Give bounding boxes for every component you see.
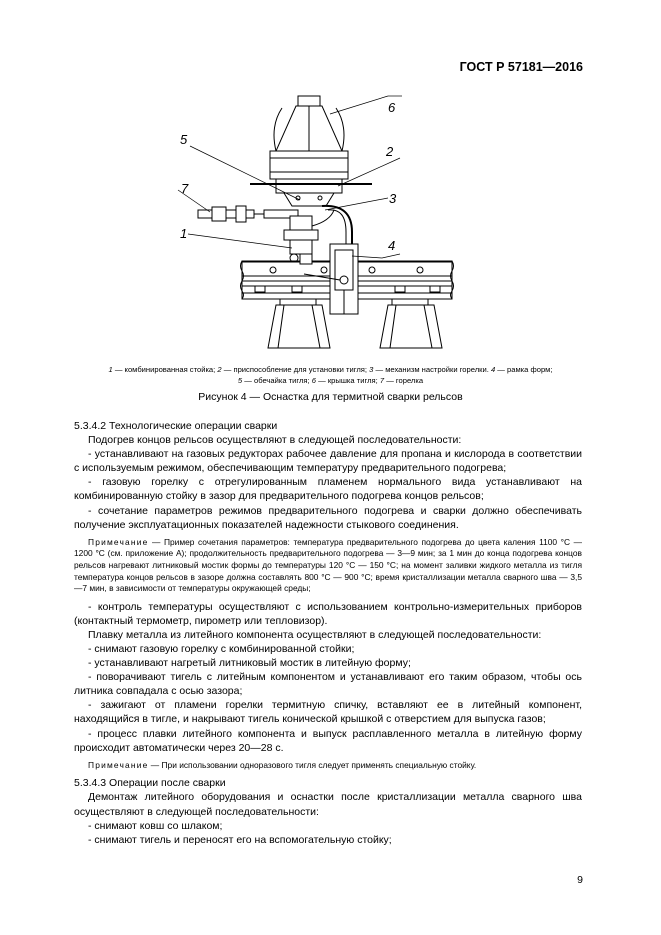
legend-item: 1 — комбинированная стойка;	[108, 365, 218, 374]
legend-item: 4 — рамка форм;	[490, 365, 553, 374]
callout-5: 5	[180, 132, 188, 147]
list-item: - устанавливают на газовых редукторах рабочее давление для пропана и кислорода в соответствии с используемым режимом, обеспечивающим температуру предварительного подогрева;	[74, 448, 582, 475]
callout-4: 4	[388, 238, 396, 253]
document-body	[74, 419, 582, 847]
list-item: - сочетание параметров режимов предварительного подогрева и сварки должно обеспечивать получение эксплуатационных показателей надежности стыкового соединения.	[74, 504, 582, 531]
list-item: - поворачивают тигель с литейным компонентом и устанавливают его таким образом, чтобы ось литника совпадала с осью зазора;	[74, 671, 582, 698]
list-item: - устанавливают нагретый литниковый мостик в литейную форму;	[88, 657, 411, 670]
note	[74, 537, 582, 595]
callout-2: 2	[386, 144, 394, 159]
list-item: - снимают ковш со шлаком;	[88, 819, 223, 832]
list-item: - зажигают от пламени горелки термитную спичку, вставляют ее в литейный компонент, находящийся в тигле, и накрывают тигель конической крышкой с отверстием для выпуска газов;	[74, 699, 582, 726]
list-item: - снимают тигель и переносят его на вспомогательную стойку;	[88, 833, 392, 846]
note-text: — Пример сочетания параметров: температура предварительного подогрева до цвета каления 1100 °C — 1200 °C (см. приложение А); продолжительность предварительного подогрева — 3—9 мин; за 1 мин до конца подогрева концов рельсов нагревают литниковый мостик формы до температуры 120 °C — 150 °C; на момент заливки жидкого металла из тигля температура концов рельсов в зазоре должна составлять 800 °C — 900 °C; время кристаллизации металла сварного шва — 3,5—7 мин, в зависимости от температуры окружающей среды;	[74, 536, 582, 594]
section-heading: 5.3.4.3 Операции после сварки	[74, 777, 226, 790]
note-label: Примечание	[88, 759, 149, 770]
paragraph: Плавку металла из литейного компонента осуществляют в следующей последовательности:	[88, 628, 542, 641]
legend-item: 7 — горелка	[379, 376, 424, 385]
legend-item: 3 — механизм настройки горелки.	[369, 365, 491, 374]
document-code: ГОСТ Р 57181—2016	[459, 60, 583, 74]
callout-7: 7	[181, 181, 189, 196]
figure-legend	[40, 364, 621, 386]
note-text: — При использовании одноразового тигля следует применять специальную стойку.	[148, 759, 477, 770]
callout-1: 1	[180, 226, 188, 241]
burner-tuning-mechanism	[322, 206, 352, 246]
list-item: - процесс плавки литейного компонента и выпуск расплавленного металла в литейную форму происходит автоматически через 20—28 с.	[74, 727, 582, 754]
callout-3: 3	[389, 191, 397, 206]
burner	[198, 206, 298, 222]
section-heading: 5.3.4.2 Технологические операции сварки	[74, 420, 278, 432]
paragraph: Подогрев концов рельсов осуществляют в следующей последовательности:	[88, 434, 462, 447]
legend-item: 6 — крышка тигля;	[311, 376, 380, 385]
page-number: 9	[577, 874, 583, 886]
callout-6: 6	[388, 100, 396, 115]
figure-rail-welding-equipment	[0, 86, 661, 362]
legend-item: 2 — приспособление для установки тигля;	[217, 365, 370, 374]
crucible-lid	[274, 96, 344, 151]
note	[74, 760, 582, 772]
list-item: - контроль температуры осуществляют с использованием контрольно-измерительных приборов (контактный термометр, пирометр или тепловизор).	[74, 600, 582, 627]
paragraph: Демонтаж литейного оборудования и оснастки после кристаллизации металла сварного шва осуществляют в следующей последовательности:	[74, 791, 582, 818]
figure-caption: Рисунок 4 — Оснастка для термитной сварки рельсов	[198, 391, 463, 403]
list-item: - газовую горелку с отрегулированным пламенем нормального вида устанавливают на комбинированную стойку в зазор для предварительного подогрева концов рельсов;	[74, 476, 582, 503]
legend-item: 5 — обечайка тигля;	[237, 376, 312, 385]
crucible-shell	[250, 151, 372, 206]
combined-stand	[284, 210, 334, 264]
list-item: - снимают газовую горелку с комбинированной стойки;	[88, 643, 355, 655]
note-label: Примечание	[88, 536, 149, 547]
